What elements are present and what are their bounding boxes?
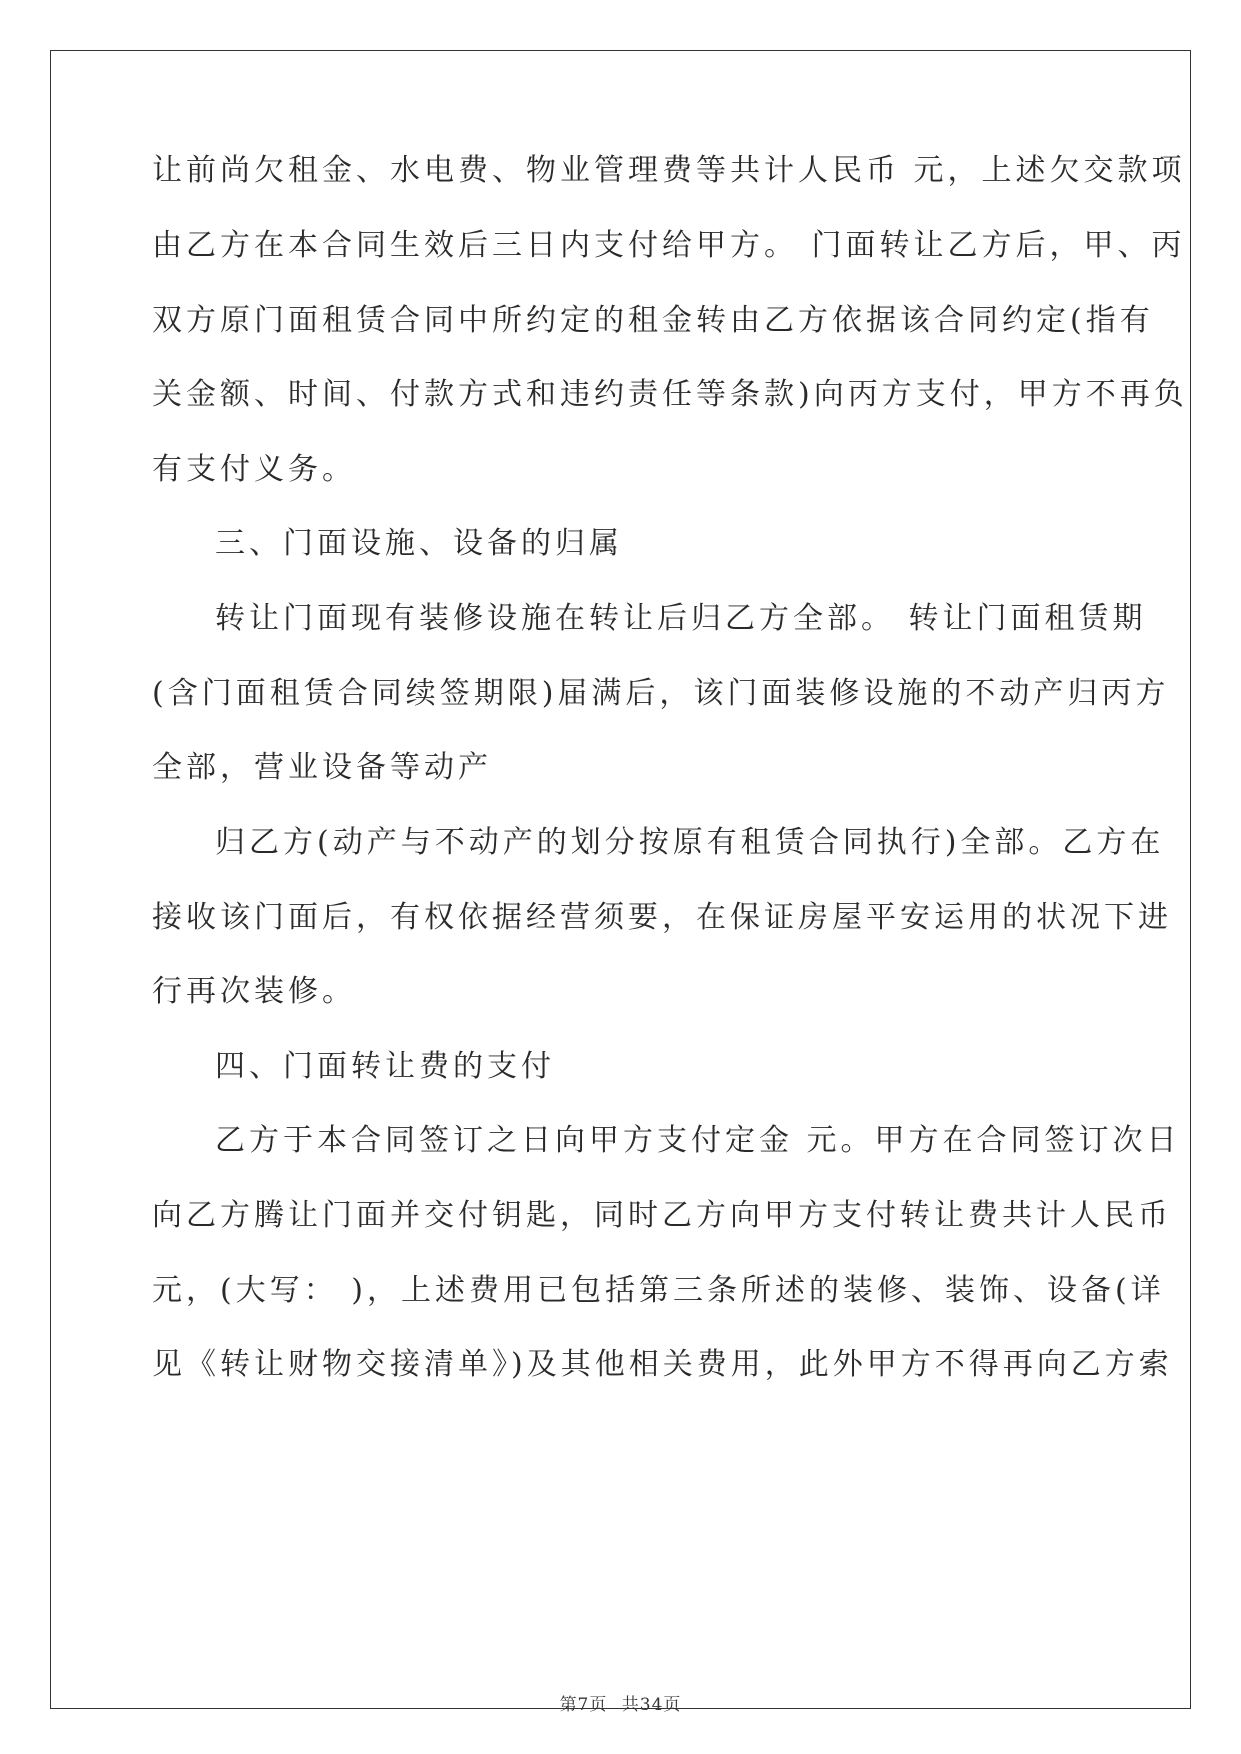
text-line-15: 向乙方腾让门面并交付钥匙，同时乙方向甲方支付转让费共计人民币	[152, 1198, 1172, 1233]
text-line-9: 全部，营业设备等动产	[152, 750, 492, 785]
text-line-14: 乙方于本合同签订之日向甲方支付定金 元。甲方在合同签订次日	[215, 1123, 1181, 1158]
text-line-5: 有支付义务。	[152, 452, 356, 487]
text-line-3: 双方原门面租赁合同中所约定的租金转由乙方依据该合同约定(指有	[152, 303, 1154, 338]
text-line-8: (含门面租赁合同续签期限)届满后，该门面装修设施的不动产归丙方	[152, 676, 1170, 711]
text-line-7: 转让门面现有装修设施在转让后归乙方全部。 转让门面租赁期	[215, 601, 1147, 636]
text-line-4: 关金额、时间、付款方式和违约责任等条款)向丙方支付，甲方不再负	[152, 377, 1188, 412]
text-line-2: 由乙方在本合同生效后三日内支付给甲方。 门面转让乙方后，甲、丙	[152, 228, 1186, 263]
page-total: 共34页	[621, 1695, 682, 1715]
page-number: 第7页	[559, 1695, 608, 1715]
text-line-1: 让前尚欠租金、水电费、物业管理费等共计人民币 元，上述欠交款项	[152, 153, 1186, 188]
text-line-16: 元，(大写： )，上述费用已包括第三条所述的装修、装饰、设备(详	[152, 1273, 1165, 1308]
page-border	[50, 50, 1191, 1709]
text-line-12: 行再次装修。	[152, 974, 356, 1009]
text-line-17: 见《转让财物交接清单》)及其他相关费用，此外甲方不得再向乙方索	[152, 1347, 1173, 1382]
text-line-10: 归乙方(动产与不动产的划分按原有租赁合同执行)全部。乙方在	[215, 825, 1165, 860]
text-line-11: 接收该门面后，有权依据经营须要，在保证房屋平安运用的状况下进	[152, 900, 1172, 935]
section-heading-4: 四、门面转让费的支付	[215, 1049, 555, 1084]
page-footer	[0, 1690, 1241, 1715]
section-heading-3: 三、门面设施、设备的归属	[215, 526, 623, 561]
